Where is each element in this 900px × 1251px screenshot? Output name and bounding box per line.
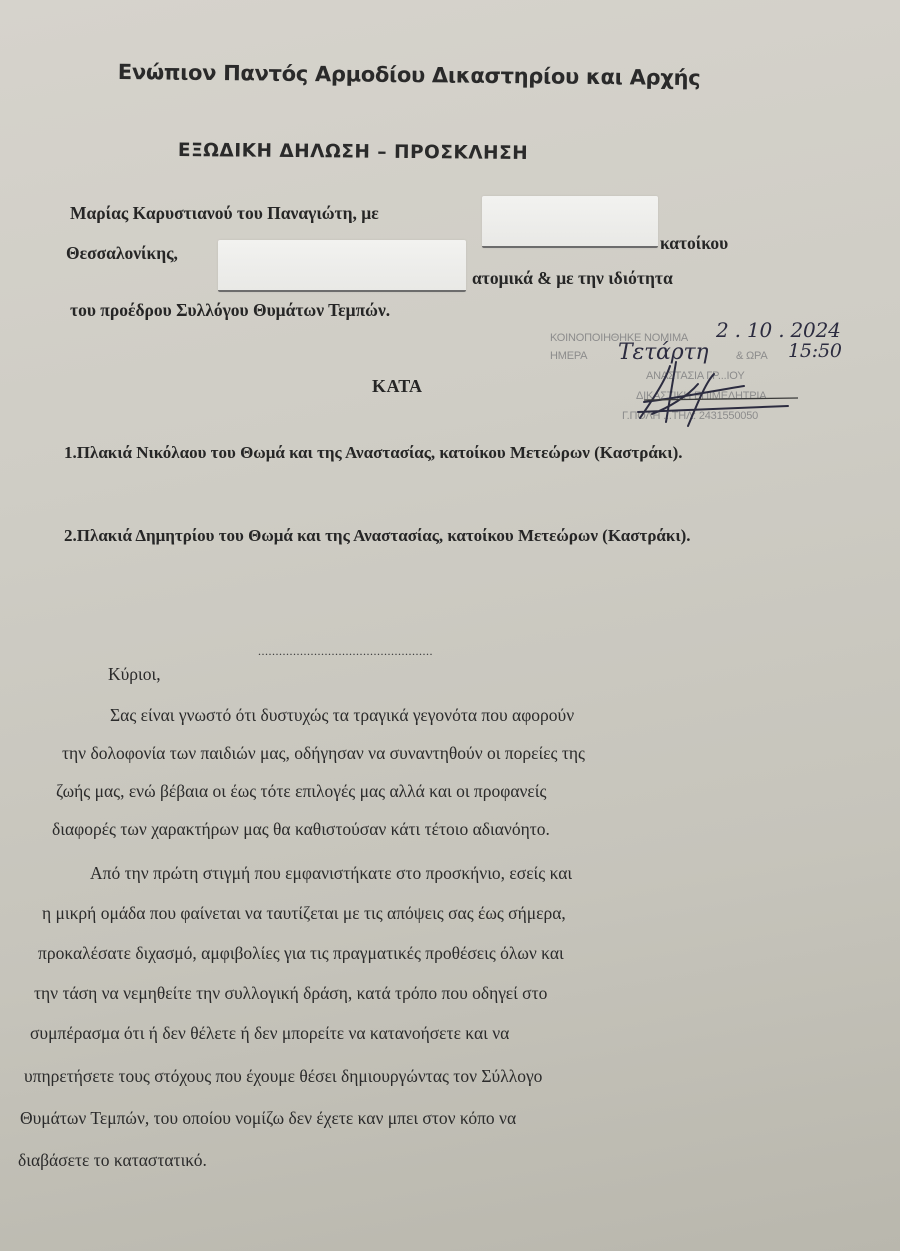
separator-dots: .................................................. — [258, 644, 433, 658]
paragraph-2-line: η μικρή ομάδα που φαίνεται να ταυτίζεται με τις απόψεις σας έως σήμερα, — [42, 903, 566, 923]
claimant-line-2b: ατομικά & με την ιδιότητα — [472, 268, 673, 288]
paragraph-2-line: υπηρετήσετε τους στόχους που έχουμε θέσει δημιουργώντας τον Σύλλογο — [24, 1066, 543, 1086]
redaction-box — [218, 240, 466, 292]
paragraph-1-line: Σας είναι γνωστό ότι δυστυχώς τα τραγικά γεγονότα που αφορούν — [110, 705, 575, 725]
paragraph-2-line: διαβάσετε το καταστατικό. — [18, 1150, 207, 1170]
paragraph-2-line: προκαλέσατε διχασμό, αμφιβολίες για τις πραγματικές προθέσεις όλων και — [38, 943, 564, 963]
paragraph-1-line: ζωής μας, ενώ βέβαια οι έως τότε επιλογές μας αλλά και οι προφανείς — [56, 781, 547, 801]
stamp-line-3: ΑΝΑΣΤΑΣΙΑ ΓΡ...ΙΟΥ — [646, 370, 745, 382]
stamp-line-5: Γ.ΠΟΛΗ ...ΤΗΛ: 2431550050 — [622, 410, 759, 422]
claimant-line-1b: κατοίκου — [660, 233, 729, 253]
paragraph-1-line: διαφορές των χαρακτήρων μας θα καθιστούσαν κάτι τέτοιο αδιανόητο. — [52, 819, 550, 839]
claimant-line-2a: Θεσσαλονίκης, — [66, 243, 178, 263]
defendant-1: 1.Πλακιά Νικόλαου του Θωμά και της Αναστασίας, κατοίκου Μετεώρων (Καστράκι). — [64, 443, 683, 462]
stamp-date-handwritten: 2 . 10 . 2024 — [716, 318, 841, 342]
signature-icon — [548, 322, 878, 432]
stamp-line-2: ΗΜΕΡΑ — [550, 350, 588, 362]
claimant-line-3: του προέδρου Συλλόγου Θυμάτων Τεμπών. — [70, 300, 391, 320]
stamp-line-4: ΔΙΚΑΣΤΙΚΗ ΕΠΙΜΕΛΗΤΡΙΑ — [636, 390, 767, 402]
paragraph-2-line: την τάση να νεμηθείτε την συλλογική δράση, κατά τρόπο που οδηγεί στο — [34, 983, 548, 1003]
court-header: Ενώπιον Παντός Αρμοδίου Δικαστηρίου και Αρχής — [117, 60, 701, 91]
against-heading: ΚΑΤΑ — [372, 376, 423, 396]
defendant-2: 2.Πλακιά Δημητρίου του Θωμά και της Αναστασίας, κατοίκου Μετεώρων (Καστράκι). — [64, 526, 691, 545]
stamp-time-label: & ΩΡΑ — [736, 350, 768, 362]
stamp-day-handwritten: Τετάρτη — [618, 340, 709, 365]
document-title: ΕΞΩΔΙΚΗ ΔΗΛΩΣΗ – ΠΡΟΣΚΛΗΣΗ — [177, 140, 529, 165]
service-stamp — [548, 318, 878, 432]
paragraph-1-line: την δολοφονία των παιδιών μας, οδήγησαν να συναντηθούν οι πορείες της — [62, 743, 585, 763]
redaction-box — [482, 196, 658, 248]
claimant-line-1a: Μαρίας Καρυστιανού του Παναγιώτη, με — [70, 203, 379, 223]
salutation: Κύριοι, — [108, 664, 161, 684]
paragraph-2-line: συμπέρασμα ότι ή δεν θέλετε ή δεν μπορείτε να κατανοήσετε και να — [30, 1023, 510, 1043]
stamp-time-handwritten: 15:50 — [788, 340, 842, 362]
paragraph-2-line: Θυμάτων Τεμπών, του οποίου νομίζω δεν έχετε καν μπει στον κόπο να — [20, 1108, 517, 1128]
paragraph-2-line: Από την πρώτη στιγμή που εμφανιστήκατε στο προσκήνιο, εσείς και — [90, 863, 573, 883]
stamp-line-1: ΚΟΙΝΟΠΟΙΗΘΗΚΕ ΝΟΜΙΜΑ — [550, 332, 689, 344]
